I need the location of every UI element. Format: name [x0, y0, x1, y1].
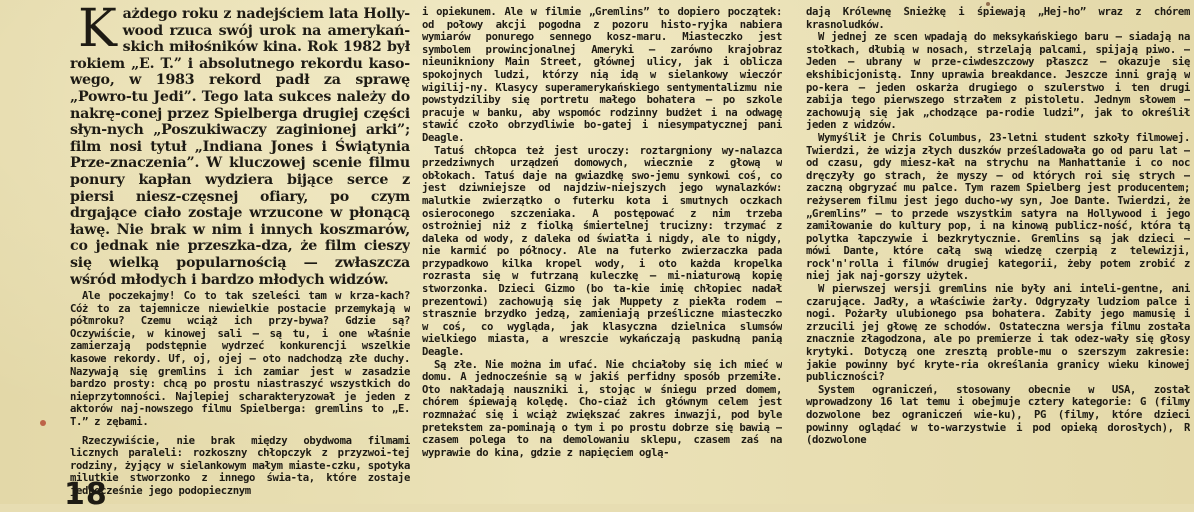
paragraph: W jednej ze scen wpadają do meksykańskiego baru — siadają na stołkach, dłubią w nosach, strzelają palcami, spijają piwo. — Jeden — ubrany w prze-ciwdeszczowy płaszcz — okazuje się ekshibicjonistą. Inny uprawia breakdance. Jeszcze inni grają w po-kera — jeden oskarża drugiego o szulerstwo i ten drugi zabija tego pierwszego strzałem z pistoletu. Jednym słowem — zachowują się jak „chodzące pa-rodie ludzi”, jak to określił jeden z widzów.	[806, 31, 1190, 132]
paragraph: Rzeczywiście, nie brak między obydwoma filmami licznych paraleli: rozkoszny chłopczyk z przyzwoi-tej rodziny, żyjący w sielankowym małym miaste-czku, spotyka milutkie stworzonko z innego świa-ta, które zostaje jednocześnie jego podopiecznym	[70, 434, 410, 497]
paragraph: System ograniczeń, stosowany obecnie w USA, został wprowadzony 16 lat temu i obejmuje cztery kategorie: G (filmy dozwolone bez ograniczeń wie-ku), PG (filmy, które dzieci powinny oglądać w to-warzystwie i pod opieką dorosłych), R (dozwolone	[806, 383, 1190, 447]
body-text	[70, 290, 410, 429]
lead-text: ażdego roku z nadejściem lata Holly-wood rzuca swój urok na amerykań-skich miłośników kina. Rok 1982 był rokiem „E. T.” i absolutnego rekordu kaso-wego, w 1983 rekord padł za sprawę „Powro-tu Jedi”. Tego lata sukces należy do nakrę-conej przez Spielberga drugiej części słyn-nych „Poszukiwaczy zaginionej arki”; film nosi tytuł „Indiana Jones i Świątynia Prze-znaczenia”. W kluczowej scenie filmu ponury kapłan wydziera bijące serce z piersi niesz-częsnej ofiary, po czym drgające ciało zostaje wrzucone w płonącą ławę. Nie brak w nim i innych koszmarów, co jednak nie przeszka-dza, że film cieszy się wielką popularnością — zwłaszcza wśród młodych i bardzo młodych widzów.	[70, 6, 410, 288]
paragraph: Wymyślił je Chris Columbus, 23-letni student szkoły filmowej. Twierdzi, że wizja złych duszków prześladowała go od paru lat — od czasu, gdy miesz-kał na strychu na Manhattanie i co noc dręczyły go strach, że myszy — od których roi się strych — zaczną obgryzać mu palce. Tym razem Spielberg jest producentem; reżyserem filmu jest jego ducho-wy syn, Joe Dante. Twierdzi, że „Gremlins” — to przede wszystkim satyra na Hollywood i jego zamiłowanie do kultury pop, i na kinową publicz-ność, która tą polytka łapczywie i bezkrytycznie. Gremlins są jak dzieci — mówi Dante, które całą swą wiedzę czerpią z telewizji, rock'n'rolla i filmów drugiej kategorii, żeby potem zrobić z niej jak naj-gorszy użytek.	[806, 131, 1190, 283]
body-text	[422, 6, 782, 459]
ink-speck	[40, 420, 46, 426]
paragraph: Są złe. Nie można im ufać. Nie chciałoby się ich mieć w domu. A jednocześnie są w jakiś perfidny sposób przemiłe. Oto nakładają nauszniki i, stojąc w śniegu przed domem, chórem śpiewają kolędę. Cho-ciaż ich głównym celem jest rozmnażać się i wciąż zwiększać zakres inwazji, pod byle pretekstem za-pominają o tym i po prostu dobrze się bawią — czasem polega to na demolowaniu sklepu, czasem zaś na wyprawie do kina, gdzie z napięciem oglą-	[422, 358, 782, 459]
paragraph: Tatuś chłopca też jest uroczy: roztargniony wy-nalazca przedziwnych urządzeń domowych, wiecznie z głową w obłokach. Tatuś daje na gwiazdkę swo-jemu synkowi coś, co jest dziwniejsze od najdziw-niejszych jego wynalazków: malutkie zwierzątko o futerku kota i smutnych oczkach osieroconego szczeniaka. A postępować z nim trzeba ostrożniej niż z fiolką śmiertelnej trucizny: trzymać z daleka od wody, z daleka od światła i nigdy, ale to nigdy, nie karmić po północy. Ale na futerko zwierzaczka pada przypadkowo kilka kropel wody, i oto każda kropelka rozrasta się w futrzaną kuleczkę — mi-niaturową kopię stworzonka. Dzieci Gizmo (bo ta-kie imię chłopiec nadał prezentowi) zachowują się jak Muppety z piekła rodem — strasznie brzydko jedzą, zamieniają prześliczne miasteczko w coś, co wygląda, jak klasyczna dzielnica slumsów wielkiego miasta, a wreszcie wykańczają paskudną panią Deagle.	[422, 144, 782, 359]
paragraph: i opiekunem. Ale w filmie „Gremlins” to dopiero początek: od połowy akcji pogodna z pozoru histo-ryjka nabiera wymiarów ponurego sennego kosz-maru. Miasteczko jest symbolem prowincjonalnej Ameryki — zarówno krajobraz nieunikniony Main Street, głównej ulicy, jak i oblicza spokojnych ludzi, którzy nią idą w sielankowy wieczór wigilij-ny. Klasycy superamerykańskiego sentymentalizmu nie powstydziliby się portretu małego bohatera — po szkole pracuje w banku, aby wspomóc rodzinny budżet i na odwagę stawić czoło obrzydliwie bo-gatej i niesympatycznej pani Deagle.	[422, 6, 782, 144]
ink-speck	[986, 2, 990, 6]
paragraph: Ale poczekajmy! Co to tak szeleści tam w krza-kach? Cóż to za tajemnicze niewielkie postacie przemykają w półmroku? Czemu wciąż ich przy-bywa? Gdzie są? Oczywiście, w kinowej sali — są tu, i one właśnie zamierzają podstępnie wydrzeć konkurencji wszelkie kasowe rekordy. Uf, oj, ojej — oto nadchodzą złe duchy. Nazywają się gremlins i ich zamiar jest w zasadzie bardzo prosty: chcą po prostu niastraszyć wszystkich do nieprzytomności. Najlepiej scharakteryzował je jeden z aktorów naj-nowszego filmu Spielberga: gremlins to „E. T.” z zębami.	[70, 290, 410, 429]
article-column-3	[806, 6, 1190, 504]
paragraph: dają Królewnę Śnieżkę i śpiewają „Hej-ho” wraz z chórem krasnoludków.	[806, 6, 1190, 31]
body-text	[70, 435, 410, 498]
article-column-1	[70, 6, 410, 504]
lead-paragraph	[70, 6, 410, 288]
page-number: 18	[64, 477, 108, 512]
drop-cap: K	[78, 6, 117, 59]
body-text	[806, 6, 1190, 447]
article-column-2	[422, 6, 782, 504]
paragraph: W pierwszej wersji gremlins nie były ani inteli-gentne, ani czarujące. Jadły, a właściwie żarły. Odgryzały ludziom palce i nogi. Pożarły ulubionego psa bohatera. Zabity jego mamusię i zrzucili jej głowę ze schodów. Ostateczna wersja filmu została znacznie złagodzona, ale po premierze i tak odez-wały się głosy krytyki. Dotyczą one zresztą proble-mu o szerszym zakresie: jakie powinny być kryte-ria określania granicy wieku kinowej publiczności?	[806, 283, 1190, 384]
